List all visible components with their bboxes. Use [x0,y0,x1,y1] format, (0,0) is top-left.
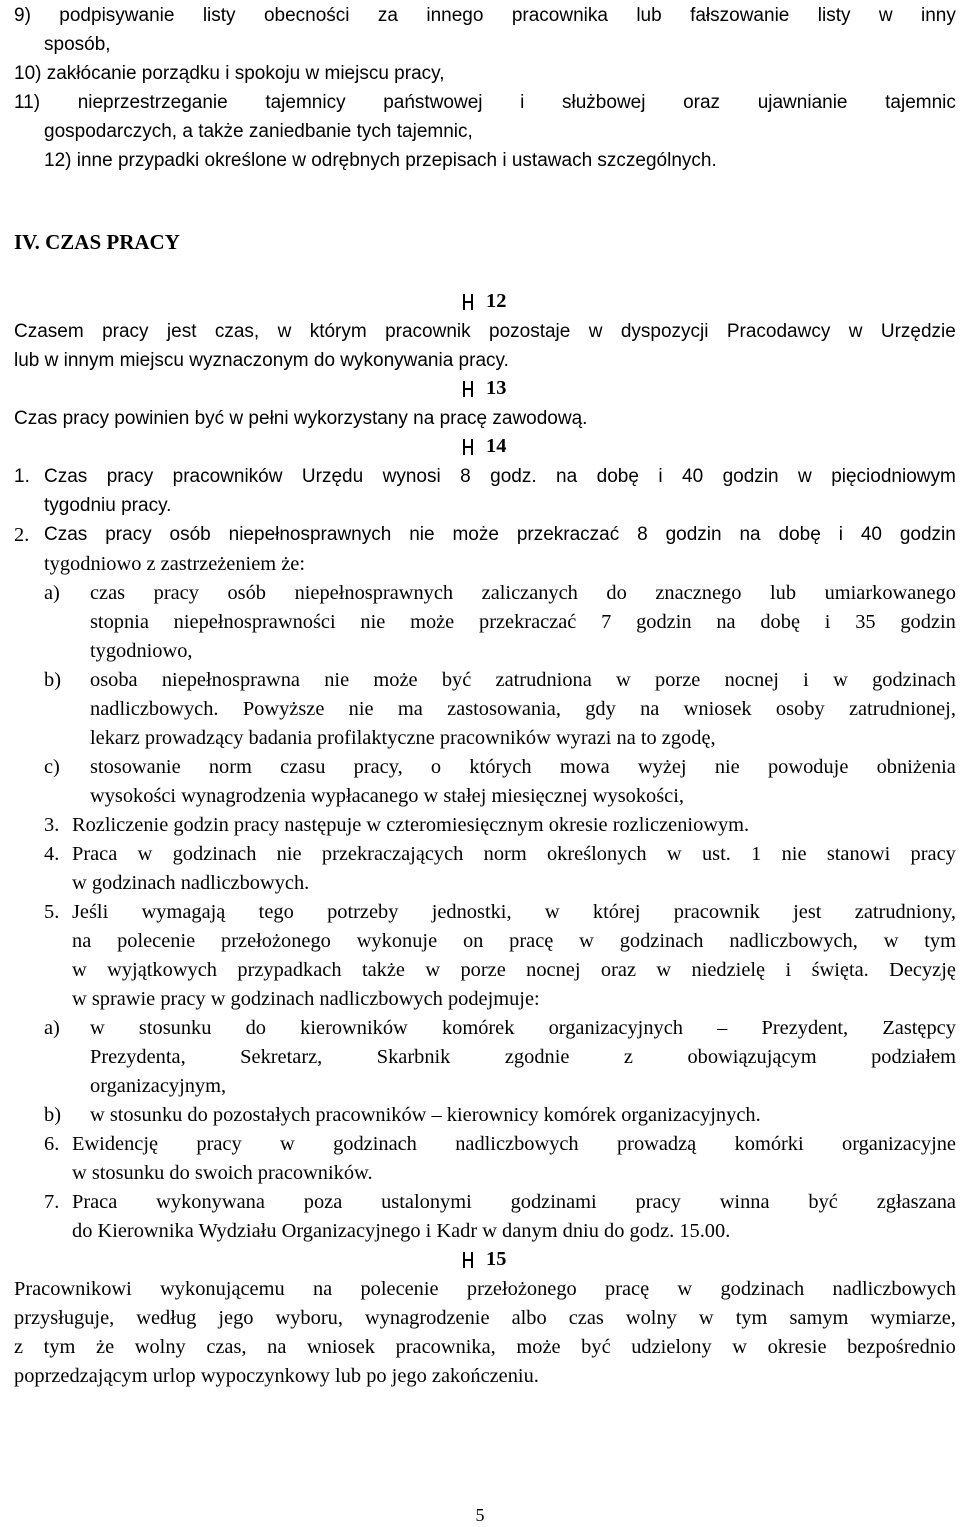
word: okresie [767,1336,827,1358]
s15-line-1 [14,1277,956,1301]
word: norm [208,756,252,778]
word: porze [655,669,701,691]
word: stosowanie [90,756,181,778]
section-14-heading [463,435,506,458]
word: których [469,756,532,778]
p6-line-2: w stosunku do swoich pracowników. [72,1162,373,1184]
word: pięciodniowym [831,466,956,487]
word: czas [90,582,126,604]
word: komórek [441,1017,515,1039]
word: jest [166,321,197,342]
word: Skarbnik [376,1046,451,1068]
word: i [803,669,809,691]
s12-line-1 [14,320,956,344]
list-item-10: 10) zakłócanie porządku i spokoju w miejscu pracy, [14,63,445,84]
word: tego [258,901,294,923]
p2a-label: a) [44,582,60,604]
word: Czasem [14,321,84,342]
word: Czas [44,466,88,487]
word: polecenie [117,930,196,952]
page-number: 5 [475,1505,485,1525]
word: Prezydent, [761,1017,849,1039]
word: wolny [625,1307,677,1329]
word: tym [43,1336,76,1358]
word: 40 [860,524,882,545]
s15-line-3 [14,1335,956,1359]
word: być [808,1191,838,1213]
word: w [848,321,863,342]
word: godzin [636,611,692,633]
word: Ewidencję [72,1133,159,1155]
word: tym [924,930,956,952]
word: w [280,1133,295,1155]
word: w [616,669,631,691]
word: w [883,930,899,952]
word: komórki [734,1133,804,1155]
word: wolny [134,1336,186,1358]
word: osoby [775,698,825,720]
word: nocnej [724,669,779,691]
word: być [581,1336,611,1358]
p2b-line-1 [90,668,956,692]
word: godz. [490,466,537,487]
p4-line-1 [72,842,956,866]
word: 8 [637,524,648,545]
p2a-line-3: tygodniowo, [90,640,193,662]
word: także [361,959,405,981]
p2c-label: c) [44,756,60,778]
word: udzielony [631,1336,712,1358]
word: przypadkach [237,959,342,981]
word: osoba [90,669,138,691]
word: w [425,959,441,981]
chapter-title: IV. CZAS PRACY [14,230,180,254]
word: pracy [102,321,149,342]
word: państwowej [383,92,483,113]
word: obowiązującym [687,1046,817,1068]
word: przysługuje, [14,1307,115,1329]
word: o [430,756,442,778]
word: stosunku [138,1017,212,1039]
word: pracę [509,930,554,952]
word: oraz [600,959,636,981]
section-number: 12 [486,290,507,312]
word: nadliczbowych. [90,698,219,720]
word: na [312,1278,333,1300]
word: oraz [683,92,721,113]
word: czasu [280,756,326,778]
word: niepełnosprawności [173,611,336,633]
word: na [640,698,660,720]
list-item-11-cont: gospodarczych, a także zaniedbanie tych tajemnic, [44,121,473,142]
list-item-11 [14,91,956,115]
p5-num: 5. [44,901,60,923]
word: i [838,524,843,545]
word: określonych [546,843,647,865]
s15-line-2 [14,1306,956,1330]
word: w [90,1017,105,1039]
word: Powyższe [242,698,325,720]
word: zastosowania, [447,698,561,720]
word: organizacyjnych [548,1017,683,1039]
section-13-heading [463,377,506,400]
word: przełożonego [221,930,331,952]
word: nie [360,611,386,633]
word: pracę [605,1278,650,1300]
p1-line-1 [44,465,956,489]
p2b-line-3: lekarz prowadzący badania profilaktyczne pracowników wyrazi na to zgodę, [90,727,716,749]
p5a-line-3: organizacyjnym, [90,1075,227,1097]
word: wymagają [141,901,226,923]
word: wynosi [382,466,441,487]
word: prowadzą [616,1133,697,1155]
word: organizacyjne [842,1133,956,1155]
word: zatrudniony, [854,901,956,923]
word: godzinach [333,1133,417,1155]
word: w [677,1278,693,1300]
word: gdy [585,698,616,720]
p5-line-3 [72,958,956,982]
word: z [623,1046,633,1068]
word: zaliczanych [481,582,578,604]
word: ustalonymi [381,1191,472,1213]
word: godzinach [872,669,956,691]
word: 35 [855,611,876,633]
word: zatrudniona [495,669,592,691]
p3-line-1: Rozliczenie godzin pracy następuje w czteromiesięcznym okresie rozliczeniowym. [72,814,750,836]
word: 11) [14,92,41,113]
p5-line-2 [72,929,956,953]
word: inny [921,5,956,26]
word: wniosek [306,1336,375,1358]
word: przekraczać [479,611,577,633]
word: podpisywanie [59,5,175,26]
word: polecenie [360,1278,439,1300]
word: pracownika [511,5,608,26]
word: osób [227,582,267,604]
word: pracowników [172,466,283,487]
word: może [516,1336,561,1358]
section-15-heading [463,1248,506,1271]
word: nie [409,524,435,545]
word: obniżenia [876,756,956,778]
word: Urzędu [301,466,364,487]
word: Jeśli [72,901,109,923]
word: lub [769,582,797,604]
word: nie [781,843,807,865]
word: na [72,930,92,952]
word: ust. [701,843,731,865]
word: Prezydenta, [90,1046,186,1068]
word: wynagrodzenie [364,1307,490,1329]
word: pracy [910,843,956,865]
p2b-label: b) [44,669,61,691]
word: pracy [153,582,199,604]
word: on [462,930,484,952]
p5b-label: b) [44,1104,61,1126]
p6-num: 6. [44,1133,60,1155]
list-item-12: 12) inne przypadki określone w odrębnych przepisach i ustawach szczególnych. [44,150,717,171]
word: wymiarze, [870,1307,956,1329]
word: i [520,92,525,113]
word: i [785,959,792,981]
p5b-line-1: w stosunku do pozostałych pracowników – kierownicy komórek organizacyjnych. [90,1104,761,1126]
word: listy [817,5,851,26]
section-sign-icon [463,1251,472,1269]
word: znacznego [655,582,742,604]
list-item-9 [14,4,956,28]
word: przekraczać [516,524,620,545]
section-number: 14 [486,435,507,457]
word: w [137,843,153,865]
word: nie [714,756,740,778]
word: wykonuje [356,930,438,952]
word: stopnia [90,611,149,633]
word: jest [793,901,822,923]
p4-line-2: w godzinach nadliczbowych. [72,872,310,894]
word: może [410,611,455,633]
word: tajemnic [885,92,956,113]
s15-line-4: poprzedzającym urlop wypoczynkowy lub po jego zakończeniu. [14,1365,539,1387]
word: wyboru, [275,1307,343,1329]
section-sign-icon [463,293,472,311]
word: może [373,669,418,691]
word: w [656,959,672,981]
p5-line-1 [72,900,956,924]
section-12-heading [463,290,506,313]
word: w [698,1307,714,1329]
word: nadliczbowych [455,1133,579,1155]
word: na [267,1336,287,1358]
word: umiarkowanego [824,582,956,604]
word: zgodnie [504,1046,570,1068]
p7-num: 7. [44,1191,60,1213]
word: godzinach [619,930,704,952]
word: dobę [596,466,639,487]
word: może [452,524,499,545]
word: tym [735,1307,768,1329]
word: podziałem [871,1046,956,1068]
word: stanowi [826,843,891,865]
word: godzinach [720,1278,805,1300]
word: ma [397,698,423,720]
word: powoduje [767,756,849,778]
word: według [136,1307,197,1329]
word: norm [483,843,527,865]
word: wykonywana [156,1191,265,1213]
p2c-line-1 [90,755,956,779]
section-number: 13 [486,377,507,399]
word: nie [324,669,350,691]
word: być [441,669,472,691]
word: kierowników [300,1017,408,1039]
word: albo [511,1307,547,1329]
word: Zastępcy [882,1017,956,1039]
word: zgłaszana [876,1191,956,1213]
word: 9) [14,5,31,26]
word: zatrudnionej, [848,698,956,720]
p7-line-1 [72,1190,956,1214]
word: w [544,901,560,923]
word: niepełnosprawna [161,669,300,691]
word: nocnej [526,959,581,981]
word: Pracodawcy [726,321,831,342]
p2a-line-2 [90,610,956,634]
word: niepełnosprawnych [294,582,454,604]
word: pracy [105,524,152,545]
word: dobę [760,611,800,633]
word: wyżej [637,756,687,778]
word: niedzielę [691,959,766,981]
word: wykonującemu [160,1278,285,1300]
word: na [556,466,578,487]
word: godzin [722,466,779,487]
word: godzinach [172,843,257,865]
word: Praca [72,1191,118,1213]
p7-line-2: do Kierownika Wydziału Organizacyjnego i Kadr w danym dniu do godz. 15.00. [72,1220,731,1242]
word: 40 [682,466,704,487]
word: pracy [196,1133,242,1155]
word: w [277,321,292,342]
s12-line-2: lub w innym miejscu wyznaczonym do wykonywania pracy. [14,350,509,371]
word: przekraczających [321,843,464,865]
word: i [658,466,663,487]
p2-line-2: tygodniowo z zastrzeżeniem że: [44,553,305,575]
word: czas [568,1307,604,1329]
word: na [739,524,761,545]
word: pracy [635,1191,681,1213]
word: Sekretarz, [240,1046,323,1068]
word: nie [348,698,374,720]
word: obecności [263,5,350,26]
word: samym [789,1307,849,1329]
section-number: 15 [486,1248,507,1270]
p2-num: 2. [14,524,30,546]
word: fałszowanie [690,5,790,26]
word: służbowej [562,92,646,113]
word: winna [719,1191,770,1213]
word: Decyzję [889,959,956,981]
word: jego [218,1307,254,1329]
word: Urzędzie [880,321,956,342]
word: pracy, [353,756,403,778]
word: Czas [44,524,88,545]
word: w [833,669,848,691]
word: w [579,930,594,952]
word: godzin [900,611,956,633]
word: godzin [899,524,956,545]
word: w [732,1336,747,1358]
word: mowa [559,756,610,778]
word: 8 [460,466,471,487]
word: Praca [72,843,118,865]
word: do [606,582,627,604]
p2c-line-2: wysokości wynagrodzenia wypłacanego w stałej miesięcznej wysokości, [90,785,684,807]
word: godzin [665,524,722,545]
word: pracownika, [395,1336,496,1358]
word: Pracownikowi [14,1278,132,1300]
word: że [96,1336,115,1358]
word: wyjątkowych [107,959,217,981]
word: święta. [811,959,869,981]
word: nie [276,843,302,865]
word: którym [309,321,367,342]
word: potrzeby [327,901,399,923]
word: nieprzestrzeganie [77,92,228,113]
p5a-line-1 [90,1016,956,1040]
p2-line-1 [44,523,956,547]
word: czas, [214,321,260,342]
word: listy [202,5,236,26]
word: – [717,1017,728,1039]
word: w [878,5,893,26]
word: dyspozycji [620,321,709,342]
word: nadliczbowych, [729,930,858,952]
word: dobę [778,524,821,545]
word: w [72,959,87,981]
s13-line-1: Czas pracy powinien być w pełni wykorzystany na pracę zawodową. [14,408,588,429]
word: ujawnianie [757,92,848,113]
word: godzinami [510,1191,597,1213]
word: pracownik [673,901,760,923]
p1-line-2: tygodniu pracy. [44,495,172,516]
word: wniosek [683,698,752,720]
p6-line-1 [72,1132,956,1156]
p1-num: 1. [14,466,30,487]
word: pozostaje [489,321,571,342]
word: w [798,466,812,487]
section-sign-icon [463,438,472,456]
word: 7 [601,611,612,633]
word: czas, [206,1336,247,1358]
p5a-line-2 [90,1045,956,1069]
word: porze [460,959,506,981]
list-item-9-cont: sposób, [44,34,111,55]
p5a-label: a) [44,1017,60,1039]
word: na [716,611,736,633]
word: do [245,1017,266,1039]
word: pracy [106,466,154,487]
p5-line-4: w sprawie pracy w godzinach nadliczbowych podejmuje: [72,988,540,1010]
word: w [666,843,682,865]
p4-num: 4. [44,843,60,865]
section-sign-icon [463,380,472,398]
word: nadliczbowych [832,1278,956,1300]
word: tajemnicy [265,92,346,113]
word: niepełnosprawnych [228,524,392,545]
word: poza [303,1191,343,1213]
word: innego [426,5,484,26]
word: której [592,901,641,923]
word: osób [169,524,211,545]
p3-num: 3. [44,814,60,836]
word: jednostki, [431,901,512,923]
word: 1 [751,843,762,865]
word: i [824,611,831,633]
word: lub [636,5,662,26]
p2b-line-2 [90,697,956,721]
p2a-line-1 [90,581,956,605]
word: za [377,5,398,26]
word: bezpośrednio [847,1336,956,1358]
word: przełożonego [466,1278,577,1300]
word: w [588,321,603,342]
word: pracownik [385,321,471,342]
word: z [14,1336,24,1358]
